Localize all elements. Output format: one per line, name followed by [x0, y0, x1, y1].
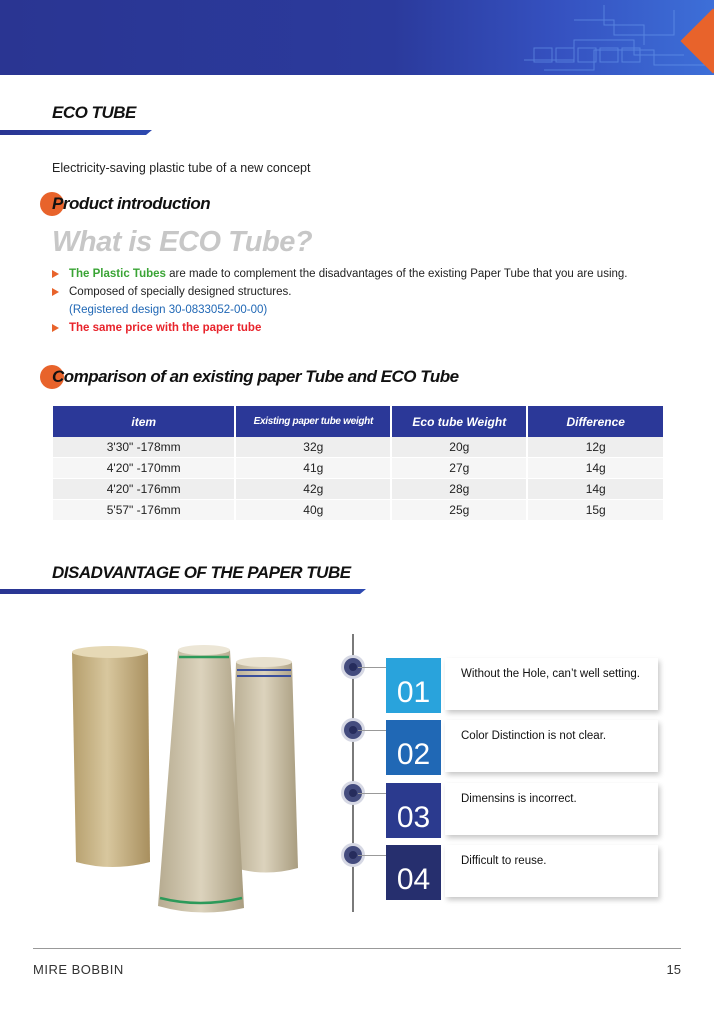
triangle-bullet-icon: [52, 288, 59, 296]
section-rule: [0, 130, 152, 135]
top-banner: [0, 0, 714, 75]
triangle-bullet-icon: [52, 270, 59, 278]
table-cell: 4'20" -176mm: [53, 479, 234, 500]
column-header: Existing paper tube weight: [236, 406, 390, 437]
table-cell: 28g: [392, 479, 526, 500]
bullet-2-text: Composed of specially designed structures.: [69, 286, 292, 298]
table-cell: 40g: [236, 500, 390, 521]
bullet-1-text: are made to complement the disadvantages of the existing Paper Tube that you are using.: [165, 268, 628, 280]
column-header: Eco tube Weight: [392, 406, 526, 437]
number-badge-03: 03: [386, 783, 441, 838]
bullet-item-3: [52, 319, 628, 337]
disadvantage-card-2: [445, 720, 658, 772]
bullet-1-highlight: The Plastic Tubes: [69, 268, 166, 280]
table-row: [53, 458, 663, 479]
table-cell: 41g: [236, 458, 390, 479]
bullet-item-2-note: [52, 301, 628, 319]
disadvantage-card-3: [445, 783, 658, 835]
table-cell: 3'30" -178mm: [53, 437, 234, 458]
number-badge-01: 01: [386, 658, 441, 713]
comparison-title: Comparison of an existing paper Tube and ECO Tube: [52, 367, 459, 386]
triangle-bullet-icon: [52, 324, 59, 332]
paper-tubes-photo: [60, 640, 320, 920]
connector-line: [358, 730, 388, 731]
bullet-item-1: [52, 265, 628, 283]
section-rule: [0, 589, 366, 594]
table-cell: 14g: [528, 458, 663, 479]
table-cell: 25g: [392, 500, 526, 521]
number-badge-04: 04: [386, 845, 441, 900]
what-is-eco-tube-headline: What is ECO Tube?: [52, 226, 313, 258]
table-cell: 12g: [528, 437, 663, 458]
intro-bullet-list: [52, 265, 628, 337]
table-row: [53, 500, 663, 521]
product-introduction-title: Product introduction: [52, 194, 211, 213]
table-cell: 4'20" -170mm: [53, 458, 234, 479]
disadvantage-text-4: Difficult to reuse.: [461, 855, 547, 867]
connector-line: [358, 667, 388, 668]
table-cell: 32g: [236, 437, 390, 458]
connector-line: [358, 793, 388, 794]
comparison-table: [51, 406, 665, 521]
column-header: item: [53, 406, 234, 437]
table-cell: 14g: [528, 479, 663, 500]
section-title-eco-tube: ECO TUBE: [52, 103, 136, 122]
disadvantage-card-1: [445, 658, 658, 710]
table-cell: 15g: [528, 500, 663, 521]
connector-line: [358, 855, 388, 856]
bullet-3-text: The same price with the paper tube: [69, 322, 262, 334]
disadvantage-text-3: Dimensins is incorrect.: [461, 793, 577, 805]
table-row: [53, 437, 663, 458]
disadvantage-text-2: Color Distinction is not clear.: [461, 730, 607, 742]
footer-brand: MIRE BOBBIN: [33, 962, 124, 977]
table-cell: 27g: [392, 458, 526, 479]
table-row: [53, 479, 663, 500]
eco-tube-description: Electricity-saving plastic tube of a new concept: [52, 161, 311, 175]
disadvantage-card-4: [445, 845, 658, 897]
table-header-row: [53, 406, 663, 437]
number-badge-02: 02: [386, 720, 441, 775]
table-cell: 42g: [236, 479, 390, 500]
table-cell: 20g: [392, 437, 526, 458]
registered-design-note: (Registered design 30-0833052-00-00): [69, 304, 268, 316]
table-cell: 5'57" -176mm: [53, 500, 234, 521]
column-header: Difference: [528, 406, 663, 437]
disadvantage-text-1: Without the Hole, can’t well setting.: [461, 668, 640, 680]
page-number: 15: [666, 962, 681, 977]
footer-divider: [33, 948, 681, 949]
bullet-item-2: [52, 283, 628, 301]
disadvantage-title: DISADVANTAGE OF THE PAPER TUBE: [52, 563, 351, 582]
